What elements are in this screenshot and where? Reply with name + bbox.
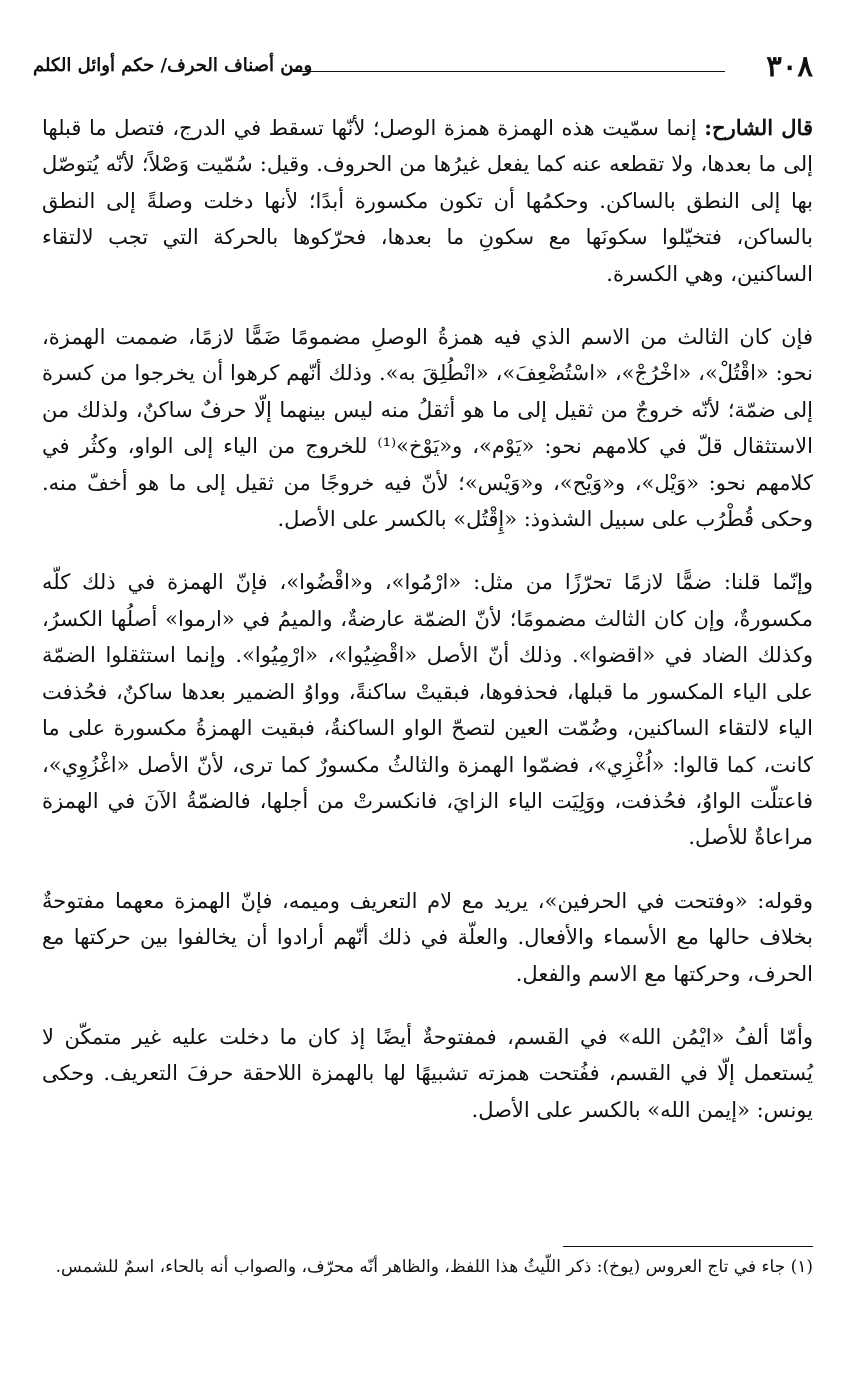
paragraph-4 — [42, 883, 813, 992]
paragraph-1 — [42, 110, 813, 292]
paragraph-text: وقوله: «وفتحت في الحرفين»، يريد مع لام التعريف وميمه، فإنّ الهمزة معهما مفتوحةٌ بخلاف حالها مع الأسماء والأفعال. والعلّة في ذلك أنّهم أرادوا أن يخالفوا بين حركتها مع الحرف، وحركتها مع الاسم والفعل. — [42, 888, 813, 986]
paragraph-text: فإن كان الثالث من الاسم الذي فيه همزةُ الوصلِ مضمومًا ضَمًّا لازمًا، ضممت الهمزة، نحو: «اقْتُلْ»، «اخْرُجْ»، «اسْتُضْعِفَ»، «انْطُلِقَ به». وذلك أنّهم كرهوا أن يخرجوا من كسرة إلى ضمّة؛ لأنّه خروجٌ من ثقيل إلى ما هو أثقلُ منه ليس بينهما إلّا حرفٌ ساكنٌ، ولذلك من الاستثقال قلّ في كلامهم نحو: «يَوْم»، و«يَوْخ»⁽¹⁾ للخروج من الياء إلى الواو، وكثُر في كلامهم نحو: «وَيْل»، و«وَيْح»، و«وَيْس»؛ لأنّ فيه خروجًا من ثقيل إلى ما هو أخفّ منه. وحكى قُطْرُب على سبيل الشذوذ: «إِقْتُل» بالكسر على الأصل. — [42, 325, 813, 532]
paragraph-3 — [42, 564, 813, 855]
paragraph-text: وإنّما قلنا: ضمًّا لازمًا تحرّزًا من مثل: «ارْمُوا»، و«اقْضُوا»، فإنّ الهمزة في ذلك كلّه مكسورةٌ، وإن كان الثالث مضمومًا؛ لأنّ الضمّة عارضةٌ، والميمُ في «ارموا» أصلُها الكسرُ، وكذلك الضاد في «اقضوا». وذلك أنّ الأصل «اقْضِيُوا»، «ارْمِيُوا». وإنما استثقلوا الضمّة على الياء المكسور ما قبلها، فحذفوها، فبقيتْ ساكنةً، وواوُ الضمير بعدها ساكنٌ، فحُذفت الياء لالتقاء الساكنين، وضُمّت العين لتصحّ الواو الساكنةُ، فبقيت الهمزةُ مكسورة على ما كانت، كما قالوا: «اُغْزِي»، فضمّوا الهمزة والثالثُ مكسورٌ كما ترى، لأنّ الأصل «اغْزُوِي»، فاعتلّت الواوُ، فحُذفت، ووَلِيَت الياء الزايَ، فانكسرتْ من أجلها، فالضمّةُ الآنَ في الهمزة مراعاةٌ للأصل. — [42, 570, 813, 850]
paragraph-text: إنما سمّيت هذه الهمزة همزة الوصل؛ لأنّها تسقط في الدرج، فتصل ما قبلها إلى ما بعدها، ولا تقطعه عنه كما يفعل غيرُها من الحروف. وقيل: سُمّيت وَصْلاً؛ لأنّه يُتوصّل بها إلى النطق بالساكن. وحكمُها أن تكون مكسورة أبدًا؛ لأنها دخلت وصلةً إلى النطق بالساكن، فتخيّلوا سكونَها مع سكونِ ما بعدها، فحرّكوها بالحركة التي تجب لالتقاء الساكنين، وهي الكسرة. — [42, 116, 813, 286]
paragraph-2 — [42, 319, 813, 537]
main-text — [42, 110, 813, 1155]
paragraph-5 — [42, 1019, 813, 1128]
paragraph-lead: قال الشارح: — [704, 115, 813, 140]
footnote-separator — [563, 1246, 813, 1247]
running-title: ومن أصناف الحرف/ حكم أوائل الكلم — [33, 55, 313, 76]
header-rule — [293, 71, 725, 72]
running-header — [33, 46, 813, 86]
page-number: ٣٠٨ — [766, 49, 813, 83]
footnote: (١) جاء في تاج العروس (يوخ): ذكر اللّيثُ هذا اللفظ، والظاهر أنّه محرّف، والصواب أنه بالحاء، اسمٌ للشمس. — [55, 1257, 813, 1277]
paragraph-text: وأمّا ألفُ «ايْمُن الله» في القسم، فمفتوحةٌ أيضًا إذ كان ما دخلت عليه غير متمكّن لا يُستعمل إلّا في القسم، ففُتحت همزته تشبيهًا لها بالهمزة اللاحقة حرفَ التعريف. وحكى يونس: «إيمن الله» بالكسر على الأصل. — [42, 1024, 813, 1122]
